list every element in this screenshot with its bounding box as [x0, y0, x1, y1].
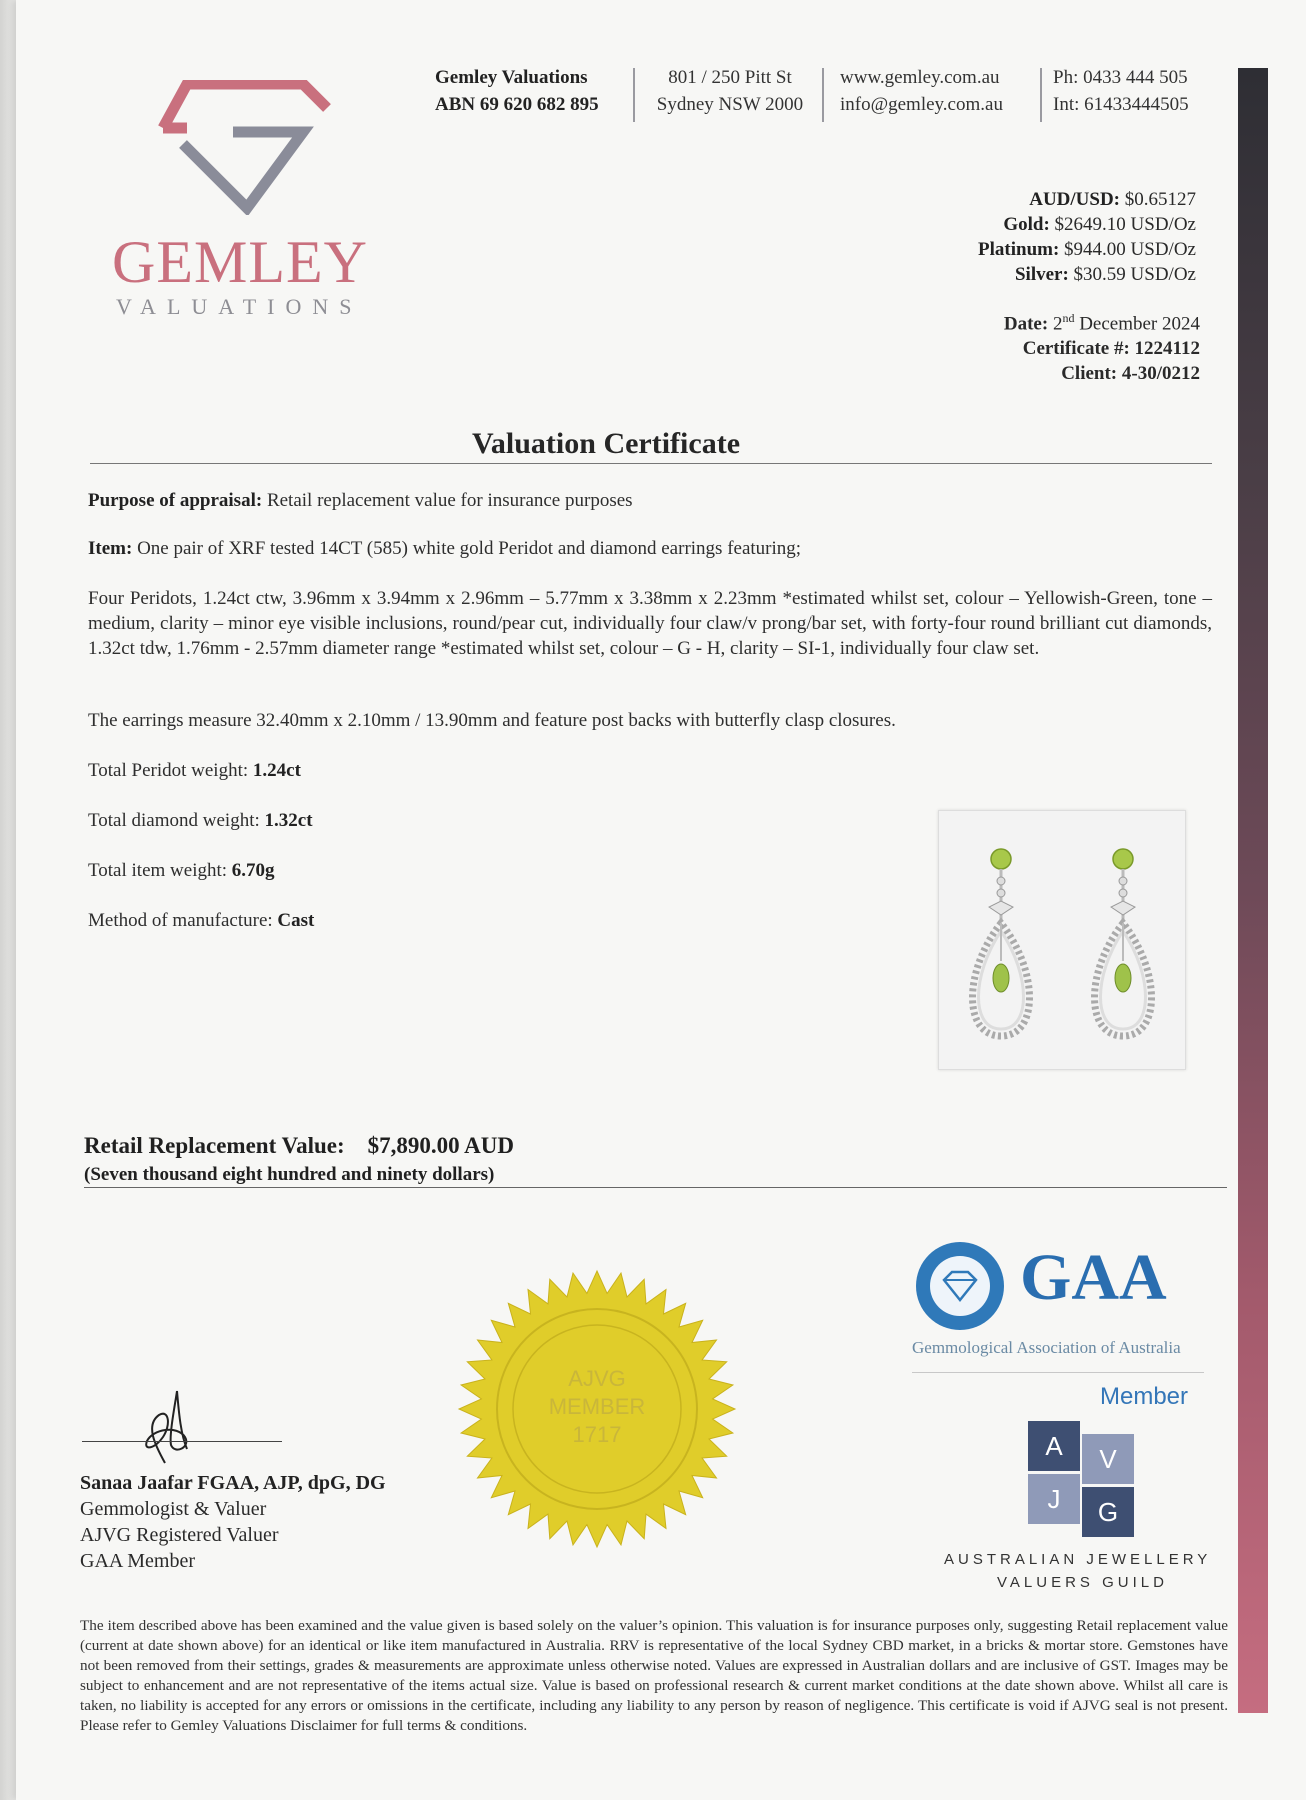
valuer-role: GAA Member: [80, 1550, 195, 1572]
ajvg-letter-a: A: [1028, 1421, 1080, 1471]
spec-row: Method of manufacture: Cast: [88, 910, 315, 931]
ajvg-letter-j: J: [1028, 1474, 1080, 1524]
disclaimer-text: The item described above has been examined and the value given is based solely on the valuer’s opinion. This valuation is for insurance purposes only, suggesting Retail replacement value (current at date shown above) for an identical or like item manufactured in Australia. RRV is representative of the local Sydney CBD market, in a bricks & mortar store. Gemstones have not been removed from their settings, grades & measurements are approximate unless otherwise noted. Values are expressed in Australian dollars and are inclusive of GST. Images may be subject to enhancement and are not representative of the items actual size. Value is based on professional research & current market conditions at the date shown above. Whilst all care is taken, no liability is accepted for any errors or omissions in the certificate, including any liability to any person by reason of negligence. This certificate is void if AJVG seal is not present. Please refer to Gemley Valuations Disclaimer for full terms & conditions.: [80, 1617, 1228, 1734]
ajvg-name-line2: VALUERS GUILD: [997, 1574, 1168, 1591]
gradient-side-bar: [1238, 68, 1268, 1713]
ajvg-letter-g: G: [1082, 1487, 1134, 1537]
spec-row: Total Peridot weight: 1.24ct: [88, 760, 301, 781]
header-divider: [822, 68, 824, 122]
signature-icon: [125, 1385, 215, 1475]
logo-wordmark: GEMLEY: [112, 229, 368, 295]
certificate-meta: [1004, 306, 1200, 386]
company-intl-phone: Int: 61433444505: [1053, 94, 1189, 115]
item-description: Four Peridots, 1.24ct ctw, 3.96mm x 3.94mm x 2.96mm – 5.77mm x 3.38mm x 2.23mm *estimated whilst set, colour – Yellowish-Green, tone – medium, clarity – minor eye visible inclusions, round/pear cut, individually four claw/v prong/bar set, with forty-four round brilliant cut diamonds, 1.32ct tdw, 1.76mm - 2.57mm diameter range *estimated whilst set, colour – G - H, clarity – SI-1, individually four claw set.: [88, 588, 1212, 659]
company-abn: ABN 69 620 682 895: [435, 94, 599, 115]
gemley-diamond-logo-icon: [155, 80, 335, 215]
header-company: [435, 64, 599, 118]
rate-row: Gold: $2649.10 USD/Oz: [1003, 214, 1196, 235]
company-phone: Ph: 0433 444 505: [1053, 67, 1188, 88]
gaa-full-name: Gemmological Association of Australia: [912, 1338, 1181, 1357]
gaa-logo-text: GAA: [1020, 1241, 1167, 1314]
certificate-number-row: Certificate #: 1224112: [1022, 338, 1200, 360]
item-photo: [938, 810, 1186, 1070]
seal-line3: 1717: [572, 1422, 622, 1447]
metal-rates: [978, 187, 1196, 287]
header-phone: [1053, 64, 1189, 118]
address-line2: Sydney NSW 2000: [656, 94, 804, 115]
ajvg-seal-icon: [456, 1268, 738, 1550]
signature-line: [82, 1441, 282, 1442]
title-divider: [90, 463, 1212, 464]
spec-row: Total diamond weight: 1.32ct: [88, 810, 313, 831]
valuer-role: AJVG Registered Valuer: [80, 1524, 279, 1546]
header-address: [645, 64, 815, 118]
spec-row: Total item weight: 6.70g: [88, 860, 275, 881]
ajvg-name-line1: AUSTRALIAN JEWELLERY: [944, 1551, 1212, 1568]
retail-value-amount: $7,890.00 AUD: [367, 1133, 514, 1158]
gaa-member-label: Member: [1100, 1383, 1189, 1410]
retail-value-row: Retail Replacement Value: $7,890.00 AUD: [84, 1133, 514, 1158]
logo-subtitle: VALUATIONS: [116, 294, 363, 319]
value-divider: [84, 1187, 1227, 1188]
ajvg-letter-v: V: [1082, 1434, 1134, 1484]
address-line1: 801 / 250 Pitt St: [668, 67, 792, 88]
measurements-text: The earrings measure 32.40mm x 2.10mm / 13.90mm and feature post backs with butterfly clasp closures.: [88, 710, 896, 731]
header-web: [840, 64, 1003, 118]
rate-row: AUD/USD: $0.65127: [1029, 189, 1196, 210]
valuer-role: Gemmologist & Valuer: [80, 1498, 267, 1520]
header-divider: [633, 68, 635, 122]
company-email[interactable]: info@gemley.com.au: [840, 94, 1003, 115]
header-divider: [1040, 68, 1042, 122]
gaa-divider: [912, 1372, 1204, 1373]
company-name: Gemley Valuations: [435, 67, 588, 88]
purpose-row: Purpose of appraisal: Retail replacement value for insurance purposes: [88, 490, 633, 511]
valuer-name: Sanaa Jaafar FGAA, AJP, dpG, DG: [80, 1472, 386, 1494]
gaa-emblem-icon: [914, 1240, 1006, 1332]
earrings-image: [939, 811, 1185, 1069]
seal-line2: MEMBER: [548, 1394, 646, 1419]
client-row: Client: 4-30/0212: [1061, 363, 1200, 385]
item-row: Item: One pair of XRF tested 14CT (585) white gold Peridot and diamond earrings featuring;: [88, 538, 802, 559]
rate-row: Platinum: $944.00 USD/Oz: [978, 239, 1196, 260]
valuer-block: [80, 1470, 386, 1574]
rate-row: Silver: $30.59 USD/Oz: [1014, 264, 1196, 285]
seal-line1: AJVG: [568, 1366, 626, 1391]
date-row: Date: 2nd December 2024: [1003, 311, 1200, 335]
company-website[interactable]: www.gemley.com.au: [840, 67, 1000, 88]
retail-value-words: (Seven thousand eight hundred and ninety dollars): [84, 1164, 495, 1185]
page-title: Valuation Certificate: [472, 427, 741, 460]
